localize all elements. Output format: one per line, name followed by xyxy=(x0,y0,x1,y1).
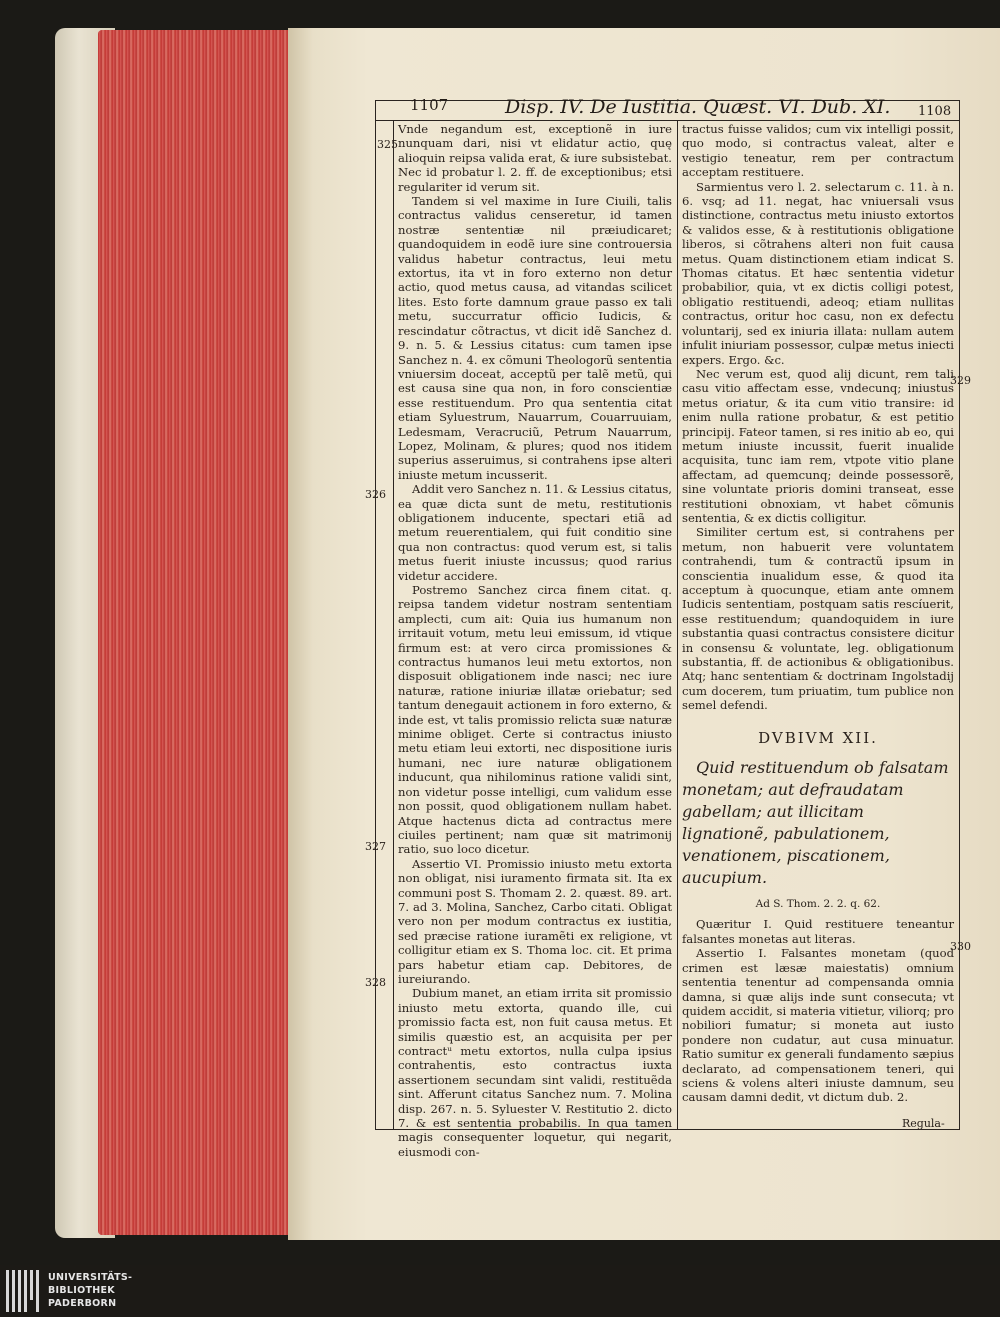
margin-number: 325 xyxy=(377,138,398,151)
paragraph: Assertio VI. Promissio iniusto metu extorta non obligat, nisi iuramento firmata sit. Ita ex communi post S. Thomam 2. 2. quæst. 89. art. 7. ad 3. Molina, Sanchez, Carbo citati. Obligat vero non per modum contractus ex iustitia, sed præcise ratione iuramẽti ex religione, vt colligitur etiam ex S. Thoma loc. cit. Et prima pars habetur etiam cap. Debitores, de iureiurando. xyxy=(398,856,672,986)
paragraph: Sarmientus vero l. 2. selectarum c. 11. à n. 6. vsq; ad 11. negat, hac vniuersali vsus distinctione, contractus metu iniusto extortos & validos esse, & à restitutionis obligatione liberos, si cõtrahens alteri non fuit causa metus. Quam distinctionem etiam indicat S. Thomas citatus. Et hæc sententia videtur probabilior, quia, vt ex dictis colligi potest, obligatio restituendi, adeoq; etiam nullitas contractus, oritur hoc casu, non ex defectu voluntarij, sed ex iniuria illata: nullam autem infulit iniuriam possessor, culpæ metus iniecti expers. Ergo. &c. xyxy=(682,179,954,367)
page-edges-red xyxy=(98,30,310,1235)
paragraph: Addit vero Sanchez n. 11. & Lessius citatus, ea quæ dicta sunt de metu, restitutionis obligationem inducente, spectari etiã ad metum reuerentialem, qui fuit conditio sine qua non contractus: quod verum est, si talis metus fuerit iniuste incussus; quod rarius videtur accidere. xyxy=(398,482,672,583)
page-number-left: 1107 xyxy=(410,96,449,114)
library-logo-icon xyxy=(6,1270,42,1312)
paragraph: Quæritur I. Quid restituere teneantur falsantes monetas aut literas. xyxy=(682,917,954,946)
paragraph: Dubium manet, an etiam irrita sit promissio iniusto metu extorta, quando ille, cui promissio facta est, non fuit causa metus. Et similis quæstio est, an acquisita per per contractᵘ metu extortos, nulla culpa ipsius contrahentis, esto contractus iuxta assertionem secundam sint validi, restituẽda sint. Afferunt citatus Sanchez num. 7. Molina disp. 267. n. 5. Syluester V. Restitutio 2. dicto 7. & est sententia probabilis. In qua tamen magis consequenter loquetur, qui negarit, eiusmodi con- xyxy=(398,986,672,1159)
dubium-heading: DVBIVM XII. xyxy=(758,728,878,747)
paragraph: Tandem si vel maxime in Iure Ciuili, talis contractus validus censeretur, id tamen nostræ sententiæ nil præiudicaret; quandoquidem in eodẽ iure sine controuersia validus habetur contractus, leui metu extortus, ita vt in foro externo non detur actio, quod metus causa, ad vitandas scilicet lites. Esto forte damnum graue passo ex tali metu, succurratur officio Iudicis, & rescindatur cõtractus, vt dicit idẽ Sanchez d. 9. n. 5. & Lessius citatus: cum tamen ipse Sanchez n. 4. ex cõmuni Theologorũ sententia vniuersim doceat, acceptũ per talẽ metũ, qui est causa sine qua non, in foro conscientiæ esse restituendum. Pro qua sententia citat etiam Syluestrum, Nauarrum, Couarruuiam, Ledesmam, Veracruciũ, Petrum Nauarrum, Lopez, Molinam, & plures; quod nos itidem superius asseruimus, si contrahens ipse alteri iniuste metum incusserit. xyxy=(398,194,672,482)
page-number-right: 1108 xyxy=(918,104,952,119)
column-divider xyxy=(677,120,678,1130)
library-name-line: PADERBORN xyxy=(48,1298,117,1309)
catchword: Regula- xyxy=(902,1117,945,1130)
dubium-question: Quid restituendum ob falsatam monetam; aut defraudatam gabellam; aut illicitam lignationẽ, pabulationem, venationem, piscationem, aucupium. xyxy=(682,758,949,888)
margin-number: 327 xyxy=(365,840,386,853)
running-title: Disp. IV. De Iustitia. Quæst. VI. Dub. XI. xyxy=(505,96,891,118)
paragraph: Assertio I. Falsantes monetam (quod crimen est læsæ maiestatis) omnium sententia tenentur ad compensanda omnia damna, si quæ alijs inde sunt consecuta; vt quidem accidit, si materia vitietur, viliorq; pro nobiliori fumatur; si moneta aut iusto pondere non cudatur, aut cusa minuatur. Ratio sumitur ex generali fundamento sæpius declarato, ad compensationem teneri, qui sciens & volens alteri iniuste damnum, seu causam damni dedit, vt dictum dub. 2. xyxy=(682,946,954,1105)
header-rule xyxy=(375,120,960,121)
library-footer xyxy=(0,1265,1000,1317)
library-name xyxy=(48,1271,132,1310)
paragraph: Vnde negandum est, exceptionẽ in iure nunquam dari, nisi vt elidatur actio, quę alioquin reipsa valida erat, & iure subsistebat. Nec id probatur l. 2. ff. de exceptionibus; etsi regulariter id verum sit. xyxy=(398,122,672,194)
paragraph: tractus fuisse validos; cum vix intelligi possit, quo modo, si contractus valeat, alter e vestigio teneatur, rem per contractum acceptam restituere. xyxy=(682,122,954,180)
paragraph: Nec verum est, quod alij dicunt, rem tali casu vitio affectam esse, vndecunq; iniustus metus oriatur, & ita cum vitio transire: id enim nulla ratione probatur, & est petitio principij. Fateor tamen, si res initio ab eo, qui metum iniuste incussit, fuerit inualide acquisita, tunc iam rem, vtpote vitio plane affectam, ad quemcunq; deinde possessorẽ, sine voluntate prioris domini transeat, esse restitutioni obnoxiam, vt habet cõmunis sententia, & ex dictis colligitur. xyxy=(682,366,954,525)
margin-number: 328 xyxy=(365,976,386,989)
library-name-line: UNIVERSITÄTS- xyxy=(48,1272,133,1283)
library-name-line: BIBLIOTHEK xyxy=(48,1285,115,1296)
paragraph: Postremo Sanchez circa finem citat. q. reipsa tandem videtur nostram sententiam amplecti, cum ait: Quia ius humanum non irritauit votum, metu leui emissum, id vtique firmum est: at vero circa promissiones & contractus humanos leui metu extortos, non disposuit obligationem inde nasci; nec iure naturæ, ratione iniuriæ illatæ oriebatur; sed tantum denegauit actionem in foro externo, & inde est, vt talis promissio relicta suæ naturæ minime obliget. Certe si contractus iniusto metu etiam leui extorti, nec dispositione iuris humani, nec iure naturæ obligationem inducunt, qua nihilominus ratione validi sint, non videtur posse intelligi, cum validum esse non possit, quod obligationem nullam habet. Atque hactenus dicta ad contractus mere ciuiles pertinent; nam quæ sit matrimonij ratio, suo loco dicetur. xyxy=(398,583,672,857)
reference-line: Ad S. Thom. 2. 2. q. 62. xyxy=(755,898,881,911)
left-column xyxy=(398,122,672,1159)
right-column xyxy=(682,122,954,1105)
margin-number: 330 xyxy=(950,940,971,953)
margin-rule xyxy=(393,120,394,1130)
paragraph: Similiter certum est, si contrahens per metum, non habuerit vere voluntatem contrahendi, tum & contractũ ipsum in conscientia inualidum esse, & quod ita acceptum à quocunque, etiam ante omnem Iudicis sententiam, postquam satis rescíuerit, esse restituendum; quandoquidem in iure substantia quasi contractus consistere dicitur in consensu & voluntate, leg. obligationum substantia, ff. de actionibus & obligationibus. Atq; hanc sententiam & doctrinam Ingolstadij cum docerem, tum priuatim, tum publice non semel defendi. xyxy=(682,525,954,713)
margin-number: 329 xyxy=(950,374,971,387)
margin-number: 326 xyxy=(365,488,386,501)
